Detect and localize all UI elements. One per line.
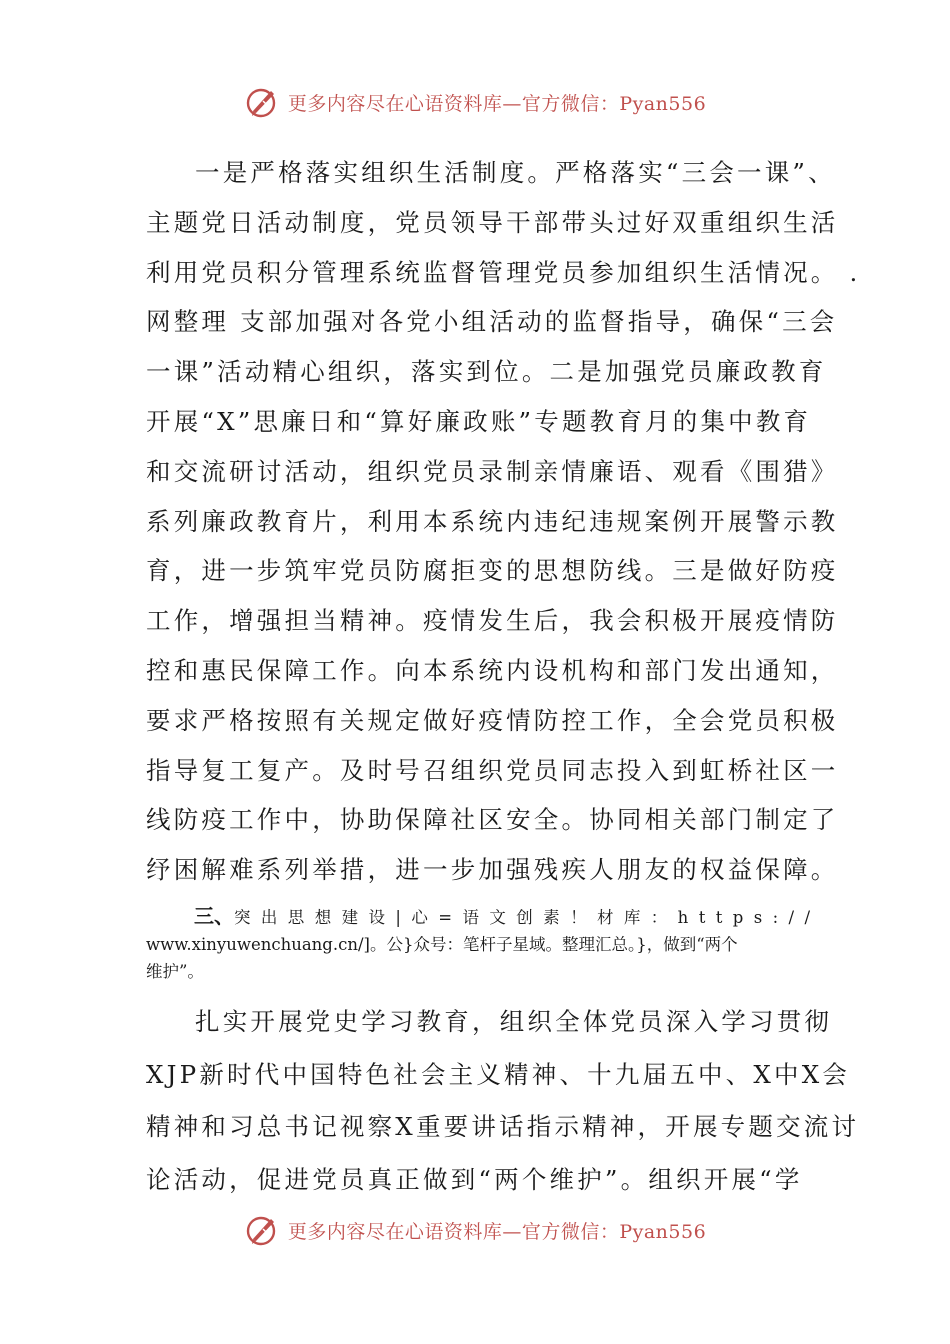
section-3-body [146,996,860,1206]
body-line: 一课”活动精心组织，落实到位。二是加强党员廉政教育 [146,357,827,387]
body-line: 开展“X”思廉日和“算好廉政账”专题教育月的集中教育 [146,406,812,436]
section-3-heading-text: 突出思想建设|心=语文创素！材库：https:// [234,908,821,927]
body-line: 论活动，促进党员真正做到“两个维护”。组织开展“学 [146,1164,803,1194]
section-2-body [146,148,861,895]
body-line: 工作，增强担当精神。疫情发生后，我会积极开展疫情防 [146,606,839,636]
body-line: 纾困解难系列举措，进一步加强残疾人朋友的权益保障。 [146,855,839,885]
quill-seal-icon [244,1212,280,1248]
body-line: 线防疫工作中，协助保障社区安全。协同相关部门制定了 [146,805,839,835]
body-line: 扎实开展党史学习教育，组织全体党员深入学习贯彻 [195,1007,833,1036]
body-line: 育，进一步筑牢党员防腐拒变的思想防线。三是做好防疫 [146,556,839,586]
section-3-number: 三、 [194,904,234,928]
section-3-heading-line: www.xinyuwenchuang.cn/]。公}众号：笔杆子星域。整理汇总。}，做到“两个 [146,935,738,954]
body-line: 精神和习总书记视察X重要讲话指示精神，开展专题交流讨 [146,1112,860,1141]
section-3-heading-line: 维护”。 [146,962,204,981]
body-line: XJP新时代中国特色社会主义精神、十九届五中、X中X会 [146,1059,851,1089]
bottom-banner [0,1208,950,1252]
body-line: 和交流研讨活动，组织党员录制亲情廉语、观看《围猎》 [146,456,839,486]
body-line: 利用党员积分管理系统监督管理党员参加组织生活情况。 . [146,257,861,287]
section-3-heading [146,903,826,985]
quill-seal-icon [244,84,280,120]
body-line: 系列廉政教育片，利用本系统内违纪违规案例开展警示教 [146,506,839,536]
top-banner [0,80,950,124]
body-line: 网整理 支部加强对各党小组活动的监督指导，确保“三会 [146,307,838,337]
body-line: 指导复工复产。及时号召组织党员同志投入到虹桥社区一 [146,755,839,785]
body-line: 主题党日活动制度，党员领导干部带头过好双重组织生活 [146,207,839,237]
body-line: 一是严格落实组织生活制度。严格落实“三会一课”、 [195,158,836,187]
body-line: 要求严格按照有关规定做好疫情防控工作，全会党员积极 [146,705,839,735]
banner-text: 更多内容尽在心语资料库—官方微信：Pyan556 [287,1220,707,1243]
body-line: 控和惠民保障工作。向本系统内设机构和部门发出通知， [146,655,839,685]
section-3-heading-line [146,903,826,931]
banner-text: 更多内容尽在心语资料库—官方微信：Pyan556 [287,92,707,115]
